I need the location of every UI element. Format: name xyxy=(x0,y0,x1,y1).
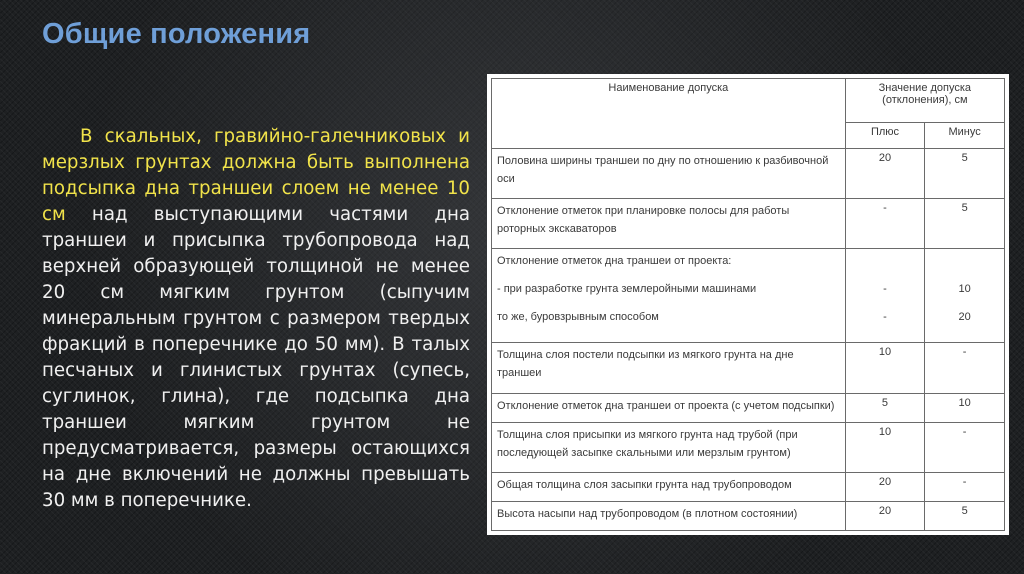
row-name: Общая толщина слоя засыпки грунта над трубопроводом xyxy=(492,472,846,501)
row-plus: - xyxy=(883,311,887,324)
row-name: Отклонение отметок дна траншеи от проекта: xyxy=(497,255,732,268)
row-name-multi xyxy=(492,249,846,343)
row-plus: 5 xyxy=(845,393,925,422)
tolerance-table-panel xyxy=(487,74,1009,535)
row-subitem: то же, буровзрывным способом xyxy=(497,311,659,324)
row-minus: 5 xyxy=(925,199,1005,249)
row-plus: 20 xyxy=(845,149,925,199)
table-row xyxy=(492,472,1005,501)
row-minus: 20 xyxy=(958,311,971,324)
row-minus: 5 xyxy=(925,149,1005,199)
row-name: Высота насыпи над трубопроводом (в плотном состоянии) xyxy=(492,501,846,530)
row-minus: 10 xyxy=(958,283,971,296)
row-name: Отклонение отметок при планировке полосы для работы роторных экскаваторов xyxy=(492,199,846,249)
row-plus: - xyxy=(883,283,887,296)
row-plus: - xyxy=(845,199,925,249)
row-minus-multi xyxy=(925,249,1005,343)
row-minus: - xyxy=(925,343,1005,393)
table-row xyxy=(492,393,1005,422)
row-name: Толщина слоя постели подсыпки из мягкого грунта на дне траншеи xyxy=(492,343,846,393)
highlighted-text: В скальных, гравийно-галечниковых и мерзлых грунтах должна быть выполнена подсыпка дна траншеи слоем не менее 10 см xyxy=(42,126,470,225)
table-row xyxy=(492,199,1005,249)
header-value: Значение допуска (отклонения), см xyxy=(845,79,1004,123)
table-row xyxy=(492,422,1005,472)
row-subitem: - при разработке грунта землеройными машинами xyxy=(497,283,757,296)
row-plus: 10 xyxy=(845,422,925,472)
header-name: Наименование допуска xyxy=(492,79,846,149)
row-plus: 10 xyxy=(845,343,925,393)
table-row xyxy=(492,343,1005,393)
row-name: Отклонение отметок дна траншеи от проекта (с учетом подсыпки) xyxy=(492,393,846,422)
row-minus: - xyxy=(925,472,1005,501)
row-name: Толщина слоя присыпки из мягкого грунта над трубой (при последующей засыпке скальными или мерзлым грунтом) xyxy=(492,422,846,472)
header-plus: Плюс xyxy=(845,123,925,149)
row-minus: 10 xyxy=(925,393,1005,422)
row-plus: 20 xyxy=(845,472,925,501)
row-name: Половина ширины траншеи по дну по отношению к разбивочной оси xyxy=(492,149,846,199)
header-minus: Минус xyxy=(925,123,1005,149)
table-row xyxy=(492,501,1005,530)
row-plus-multi xyxy=(845,249,925,343)
tolerance-table xyxy=(491,78,1005,531)
body-paragraph xyxy=(42,124,470,514)
slide-title: Общие положения xyxy=(42,18,311,50)
paragraph-rest: над выступающими частями дна траншеи и присыпка трубопровода над верхней образующей толщиной не менее 20 см мягким грунтом (сыпучим минеральным грунтом с размером твердых фракций в поперечнике до 50 мм). В талых песчаных и глинистых грунтах (супесь, суглинок, глина), где подсыпка дна траншеи мягким грунтом не предусматривается, размеры остающихся на дне включений не должны превышать 30 мм в поперечнике. xyxy=(42,204,470,511)
row-minus: - xyxy=(925,422,1005,472)
row-plus: 20 xyxy=(845,501,925,530)
row-minus: 5 xyxy=(925,501,1005,530)
table-row xyxy=(492,249,1005,343)
table-row xyxy=(492,149,1005,199)
